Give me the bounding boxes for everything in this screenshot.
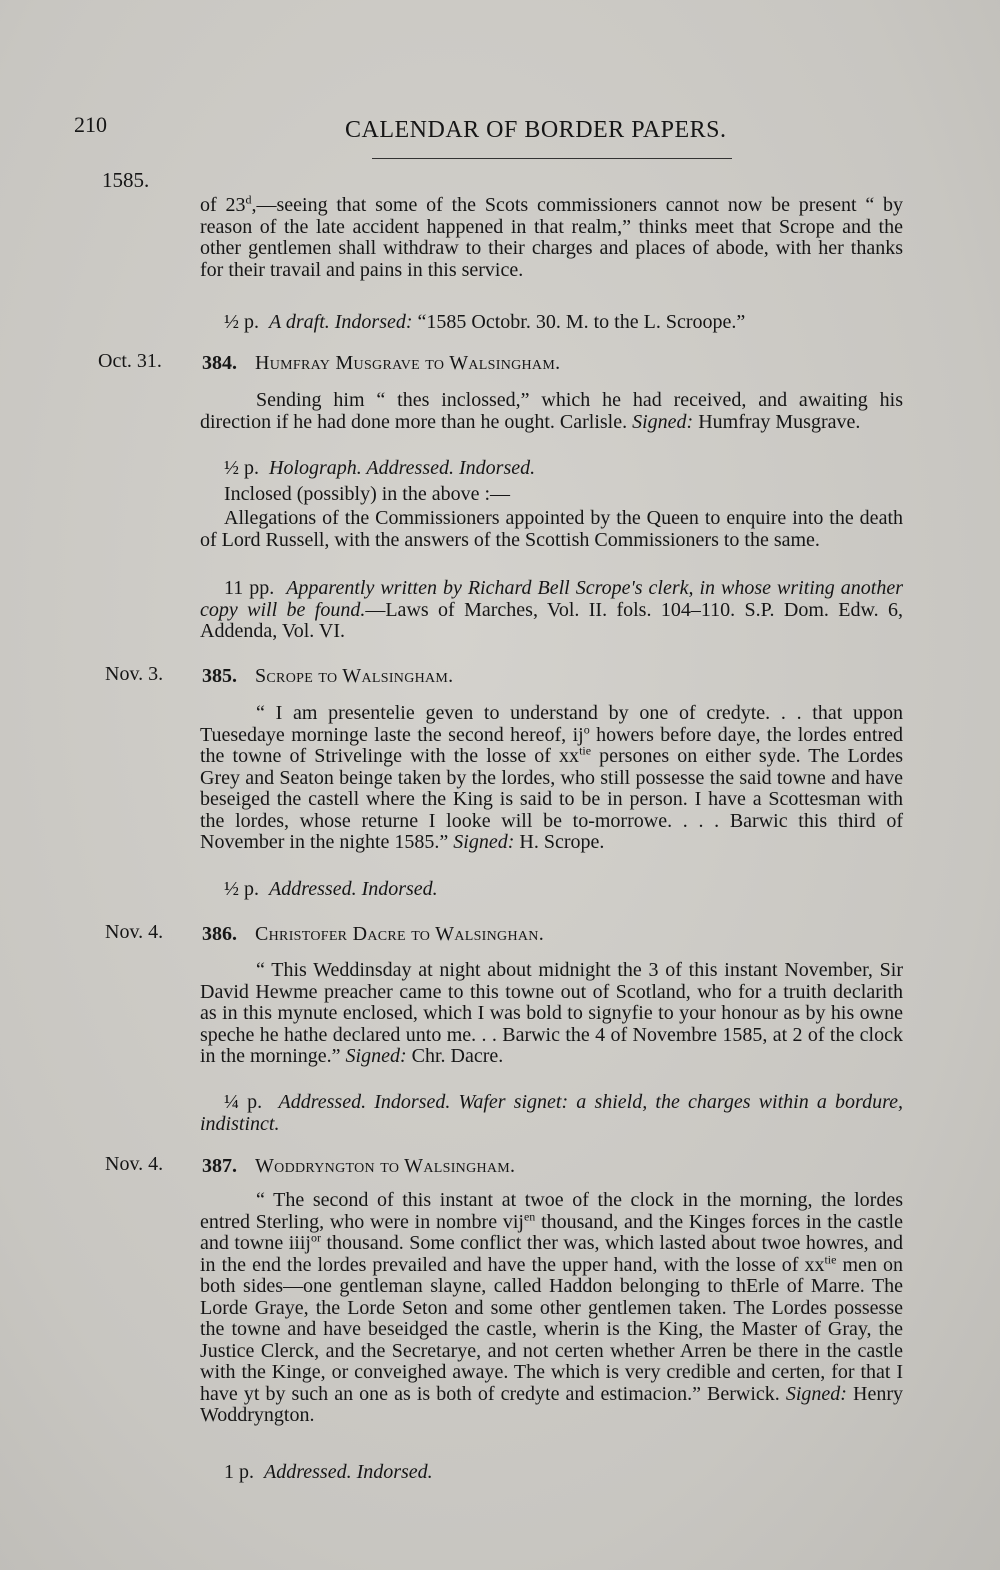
entry-number: 387. [202, 1155, 237, 1177]
inclosure-description: Allegations of the Commissioners appointed by the Queen to enquire into the death of Lord Russell, with the answers of the Scottish Commissioners to the same. [200, 507, 903, 551]
entry-body: “ The second of this instant at twoe of the clock in the morning, the lordes entred Sterling, who were in nombre vij$^{en}$ thousand, and the Kinges forces in the castle and towne iiij$^{or}$ thousand. Some conflict ther was, which lasted about twoe howres, and in the end the lordes prevailed and have the upper hand, with the losse of $xx^{tie}$ men on both sides—one gentleman slayne, called Haddon belonging to thErle of Marre. The Lorde Graye, the Lorde Seton and some other gentlemen taken. The Lordes possesse the towne and have beseidged the castle, wherin is the King, the Master of Gray, the Justice Clerck, and the Secretarye, and not certen whether Arren be there in the castle with the Kinge, or conveighed awaye. The which is very credible and certen, for that I have yt by such an one as is both of credyte and estimacion.” Berwick. Signed: Henry Woddryngton. [200, 1189, 904, 1426]
entry-body: “ I am presentelie geven to understand by one of credyte. . . that uppon Tuesedaye morninge laste the second hereof, $ij^o$ howers before daye, the lordes entred the towne of Strivelinge with the losse of $xx^{tie}$ persones on either syde. The Lordes Grey and Seaton beinge taken by the lordes, who still possesse the said towne and have beseiged the castell where the King is said to be in person. I have a Scottesman with the lordes, whose returne I looke will be to-morrowe. . . . Barwic this third of November in the nighte 1585.” Signed: H. Scrope. [200, 702, 904, 853]
entry-number: 384. [202, 352, 237, 374]
inclosure-note: 11 pp. Apparently written by Richard Bell Scrope's clerk, in whose writing another copy will be found.—Laws of Marches, Vol. II. fols. 104–110. S.P. Dom. Edw. 6, Addenda, Vol. VI. [200, 577, 904, 642]
entry-number: 386. [202, 923, 237, 945]
continuation-paragraph: of 23$^d$,—seeing that some of the Scots commissioners cannot now be present “ by reason of the late accident happened in that realm,” thinks meet that Scrope and the other gentlemen shall withdraw to their charges and places of abode, with her thanks for their travail and pains in this service. [200, 192, 903, 281]
entry-date: Nov. 4. [105, 1153, 164, 1175]
entry-title: Christofer Dacre to Walsinghan. [255, 923, 544, 945]
entry-description: ¼ p. Addressed. Indorsed. Wafer signet: a shield, the charges within a bordure, indistinct. [200, 1091, 904, 1135]
entry-date: Nov. 3. [105, 663, 164, 685]
entry-title: Scrope to Walsingham. [255, 665, 454, 687]
entry-description: ½ p. Holograph. Addressed. Indorsed. [224, 457, 536, 479]
entry-heading [202, 923, 544, 946]
entry-date: Oct. 31. [98, 350, 162, 372]
entry-heading [202, 665, 453, 688]
header-rule [372, 158, 732, 159]
entry-number: 385. [202, 665, 237, 687]
entry-body: “ This Weddinsday at night about midnight the 3 of this instant November, Sir David Hewme preacher came to this towne out of Scotland, who for a truith declarith as in this mynute enclosed, which I was bold to signyfie to your honour as by his owne speche he hathe declared unto me. . . Barwic the 4 of Novembre 1585, at 2 of the clock in the morninge.” Signed: Chr. Dacre. [200, 959, 903, 1067]
entry-title: Woddryngton to Walsingham. [255, 1155, 516, 1177]
running-title: CALENDAR OF BORDER PAPERS. [345, 117, 727, 143]
continuation-description: ½ p. A draft. Indorsed: “1585 Octobr. 30. M. to the L. Scroope.” [224, 311, 746, 333]
entry-date: Nov. 4. [105, 921, 164, 943]
entry-title: Humfray Musgrave to Walsingham. [255, 352, 561, 374]
inclosure-label: Inclosed (possibly) in the above :— [224, 483, 511, 505]
entry-heading [202, 1155, 515, 1178]
page-number: 210 [74, 112, 107, 137]
year-marker: 1585. [102, 168, 150, 192]
entry-description: ½ p. Addressed. Indorsed. [224, 878, 438, 900]
entry-body: Sending him “ thes inclossed,” which he had received, and awaiting his direction if he had done more than he ought. Carlisle. Signed: Humfray Musgrave. [200, 389, 903, 433]
entry-description: 1 p. Addressed. Indorsed. [224, 1461, 433, 1483]
entry-heading [202, 352, 560, 375]
